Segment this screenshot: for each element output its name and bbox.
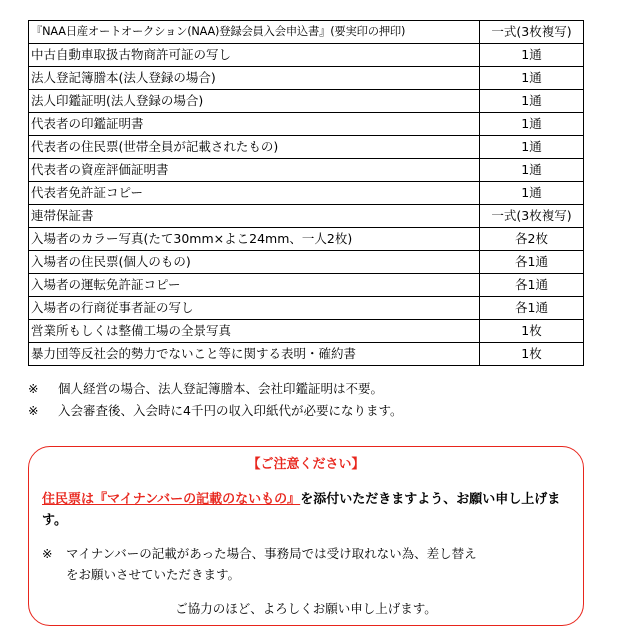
document-item-cell: 代表者免許証コピー <box>29 182 480 205</box>
note-line <box>28 378 588 400</box>
document-quantity-cell: 1通 <box>480 67 584 90</box>
table-row <box>29 343 584 366</box>
note-mark: ※ <box>28 381 39 396</box>
notice-closing: ご協力のほど、よろしくお願い申し上げます。 <box>175 601 437 616</box>
table-row <box>29 228 584 251</box>
caution-notice-box <box>28 446 584 626</box>
table-row <box>29 320 584 343</box>
document-item-cell: 営業所もしくは整備工場の全景写真 <box>29 320 480 343</box>
document-item-cell: 連帯保証書 <box>29 205 480 228</box>
table-row <box>29 44 584 67</box>
table-row <box>29 159 584 182</box>
table-row <box>29 136 584 159</box>
document-item-cell: 入場者の運転免許証コピー <box>29 274 480 297</box>
table-row <box>29 182 584 205</box>
table-row <box>29 113 584 136</box>
document-quantity-cell: 各1通 <box>480 274 584 297</box>
note-text-individual-business: 個人経営の場合、法人登記簿謄本、会社印鑑証明は不要。 <box>58 381 384 396</box>
document-quantity-cell: 1通 <box>480 159 584 182</box>
table-row <box>29 90 584 113</box>
documents-table-body <box>29 21 584 366</box>
document-item-cell: 入場者のカラー写真(たて30mm×よこ24mm、一人2枚) <box>29 228 480 251</box>
table-row <box>29 297 584 320</box>
document-item-cell: 入場者の行商従事者証の写し <box>29 297 480 320</box>
table-row <box>29 21 584 44</box>
document-quantity-cell: 1枚 <box>480 320 584 343</box>
table-row <box>29 205 584 228</box>
document-item-cell: 代表者の資産評価証明書 <box>29 159 480 182</box>
document-quantity-cell: 1通 <box>480 113 584 136</box>
document-quantity-cell: 1通 <box>480 44 584 67</box>
notice-title: 【ご注意ください】 <box>247 457 365 472</box>
document-quantity-cell: 一式(3枚複写) <box>480 205 584 228</box>
document-quantity-cell: 1通 <box>480 90 584 113</box>
document-item-cell: 中古自動車取扱古物商許可証の写し <box>29 44 480 67</box>
document-item-cell: 代表者の住民票(世帯全員が記載されたもの) <box>29 136 480 159</box>
document-item-cell: 『NAA日産オートオークション(NAA)登録会員入会申込書』(要実印の押印) <box>29 21 480 44</box>
notice-sub-line1: マイナンバーの記載があった場合、事務局では受け取れない為、差し替え <box>66 546 477 561</box>
document-item-cell: 法人登記簿謄本(法人登録の場合) <box>29 67 480 90</box>
document-item-cell: 法人印鑑証明(法人登録の場合) <box>29 90 480 113</box>
table-row <box>29 67 584 90</box>
notice-sub-line <box>42 543 572 564</box>
document-quantity-cell: 各1通 <box>480 297 584 320</box>
notice-sub-mark: ※ <box>42 546 53 561</box>
notice-main-rest: を添付いただきますよう、お願い申し上げます。 <box>42 492 561 528</box>
note-mark: ※ <box>28 403 39 418</box>
table-row <box>29 251 584 274</box>
document-item-cell: 代表者の印鑑証明書 <box>29 113 480 136</box>
document-quantity-cell: 1通 <box>480 182 584 205</box>
required-documents-table <box>28 20 584 366</box>
document-quantity-cell: 各1通 <box>480 251 584 274</box>
notice-main-message <box>42 489 572 531</box>
document-quantity-cell: 1枚 <box>480 343 584 366</box>
notes-section <box>28 378 588 422</box>
notice-highlight-text: 住民票は『マイナンバーの記載のないもの』 <box>42 492 301 507</box>
note-text-revenue-stamp: 入会審査後、入会時に4千円の収入印紙代が必要になります。 <box>58 403 403 418</box>
document-quantity-cell: 1通 <box>480 136 584 159</box>
table-row <box>29 274 584 297</box>
document-item-cell: 暴力団等反社会的勢力でないこと等に関する表明・確約書 <box>29 343 480 366</box>
document-quantity-cell: 一式(3枚複写) <box>480 21 584 44</box>
document-quantity-cell: 各2枚 <box>480 228 584 251</box>
notice-sub-line2: をお願いさせていただきます。 <box>66 567 241 582</box>
note-line <box>28 400 588 422</box>
document-item-cell: 入場者の住民票(個人のもの) <box>29 251 480 274</box>
notice-sub-note <box>42 543 572 585</box>
